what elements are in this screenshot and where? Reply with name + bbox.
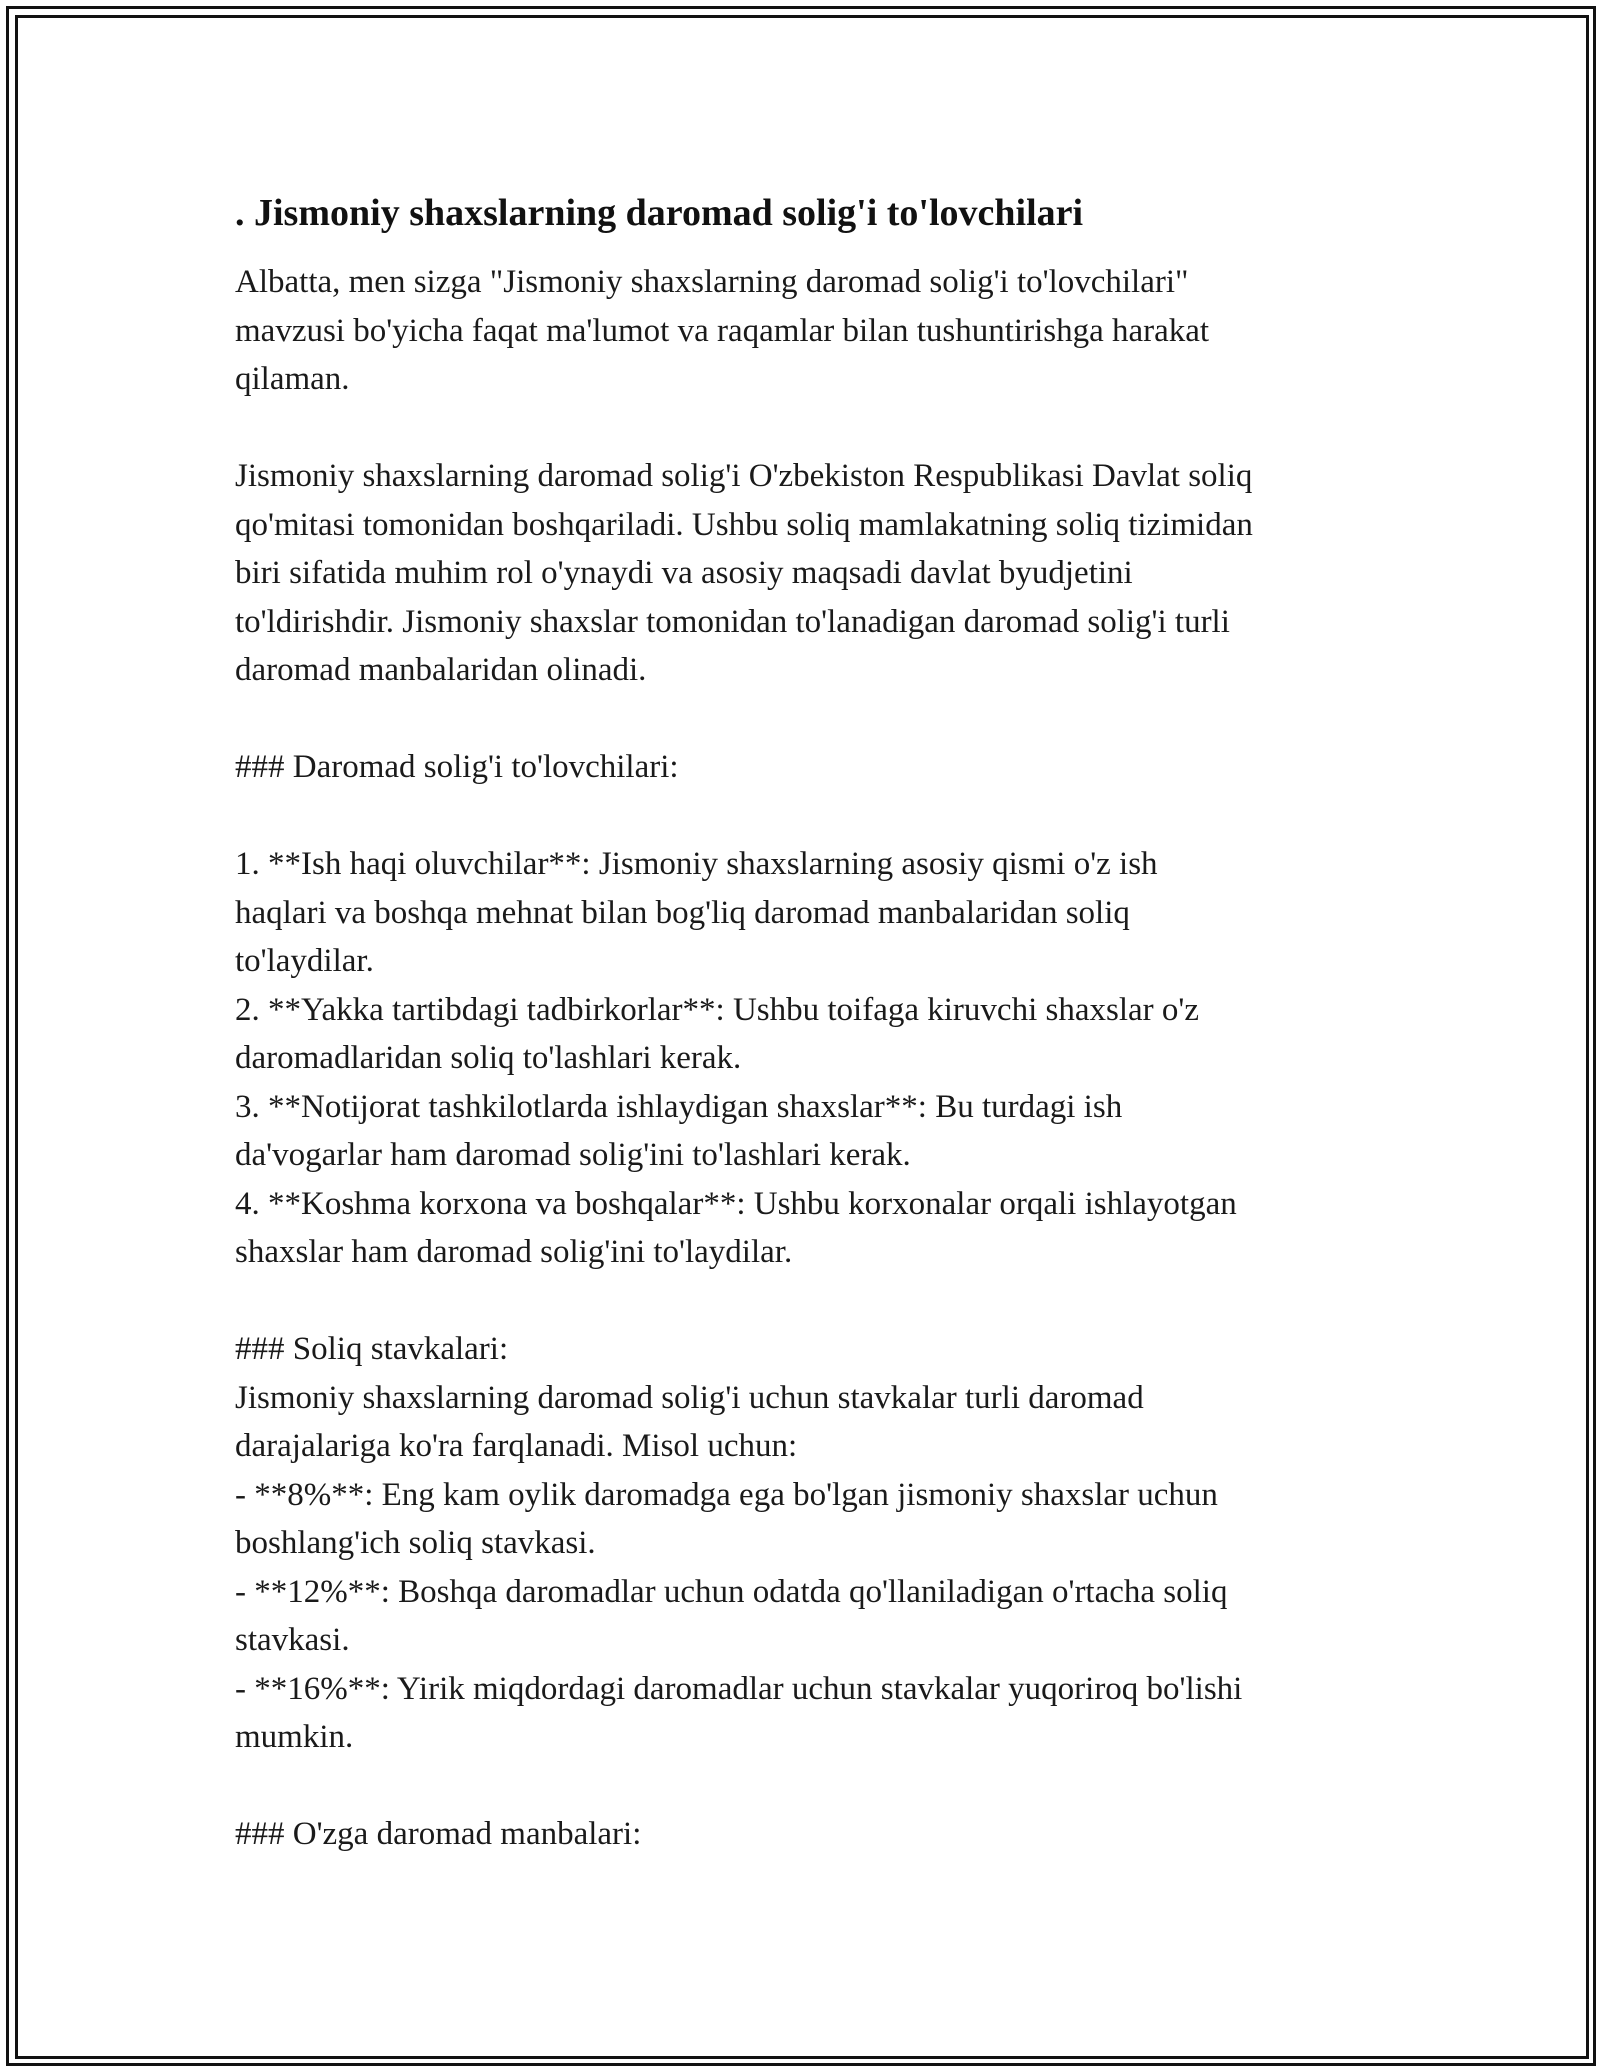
text-line: - **8%**: Eng kam oylik daromadga ega bo'lgan jismoniy shaxslar uchun xyxy=(235,1476,1218,1513)
text-line: to'laydilar. xyxy=(235,943,374,979)
text-line: 4. **Koshma korxona va boshqalar**: Ushbu korxonalar orqali ishlayotgan xyxy=(235,1185,1237,1222)
text-line: ### Daromad solig'i to'lovchilari: xyxy=(235,749,679,785)
text-line: to'ldirishdir. Jismoniy shaxslar tomonidan to'lanadigan daromad solig'i turli xyxy=(235,603,1230,640)
text-line: Albatta, men sizga "Jismoniy shaxslarning daromad solig'i to'lovchilari" xyxy=(235,264,1189,300)
blank-line xyxy=(235,1762,1375,1811)
blank-line xyxy=(235,1277,1375,1326)
text-line: boshlang'ich soliq stavkasi. xyxy=(235,1525,596,1561)
text-line: ### Soliq stavkalari: xyxy=(235,1331,509,1367)
text-line: da'vogarlar ham daromad solig'ini to'lashlari kerak. xyxy=(235,1137,911,1173)
text-line: stavkasi. xyxy=(235,1622,350,1658)
blank-line xyxy=(235,695,1375,744)
text-line: Jismoniy shaxslarning daromad solig'i uchun stavkalar turli daromad xyxy=(235,1379,1144,1416)
text-line: mavzusi bo'yicha faqat ma'lumot va raqamlar bilan tushuntirishga harakat xyxy=(235,312,1210,349)
text-line: 1. **Ish haqi oluvchilar**: Jismoniy shaxslarning asosiy qismi o'z ish xyxy=(235,846,1158,882)
text-line: ### O'zga daromad manbalari: xyxy=(235,1816,642,1852)
text-line: haqlari va boshqa mehnat bilan bog'liq daromad manbalaridan soliq xyxy=(235,894,1130,931)
blank-line xyxy=(235,404,1375,453)
text-line: - **16%**: Yirik miqdordagi daromadlar uchun stavkalar yuqoriroq bo'lishi xyxy=(235,1670,1243,1707)
text-line: darajalariga ko'ra farqlanadi. Misol uchun: xyxy=(235,1428,798,1464)
text-line: Jismoniy shaxslarning daromad solig'i O'zbekiston Respublikasi Davlat soliq xyxy=(235,458,1253,494)
text-line: qo'mitasi tomonidan boshqariladi. Ushbu soliq mamlakatning soliq tizimidan xyxy=(235,506,1253,543)
text-line: 2. **Yakka tartibdagi tadbirkorlar**: Ushbu toifaga kiruvchi shaxslar o'z xyxy=(235,991,1199,1028)
text-line: daromad manbalaridan olinadi. xyxy=(235,652,647,688)
document-body xyxy=(235,186,1375,1859)
text-line: daromadlaridan soliq to'lashlari kerak. xyxy=(235,1040,742,1076)
blank-line xyxy=(235,792,1375,841)
document-title: . Jismoniy shaxslarning daromad solig'i to'lovchilari xyxy=(235,192,1084,234)
text-line: mumkin. xyxy=(235,1719,354,1755)
text-line: shaxslar ham daromad solig'ini to'laydilar. xyxy=(235,1234,793,1270)
text-line: biri sifatida muhim rol o'ynaydi va asosiy maqsadi davlat byudjetini xyxy=(235,555,1133,591)
document-text xyxy=(235,258,1375,1859)
text-line: 3. **Notijorat tashkilotlarda ishlaydigan shaxslar**: Bu turdagi ish xyxy=(235,1088,1123,1125)
text-line: qilaman. xyxy=(235,361,350,397)
text-line: - **12%**: Boshqa daromadlar uchun odatda qo'llaniladigan o'rtacha soliq xyxy=(235,1573,1228,1610)
